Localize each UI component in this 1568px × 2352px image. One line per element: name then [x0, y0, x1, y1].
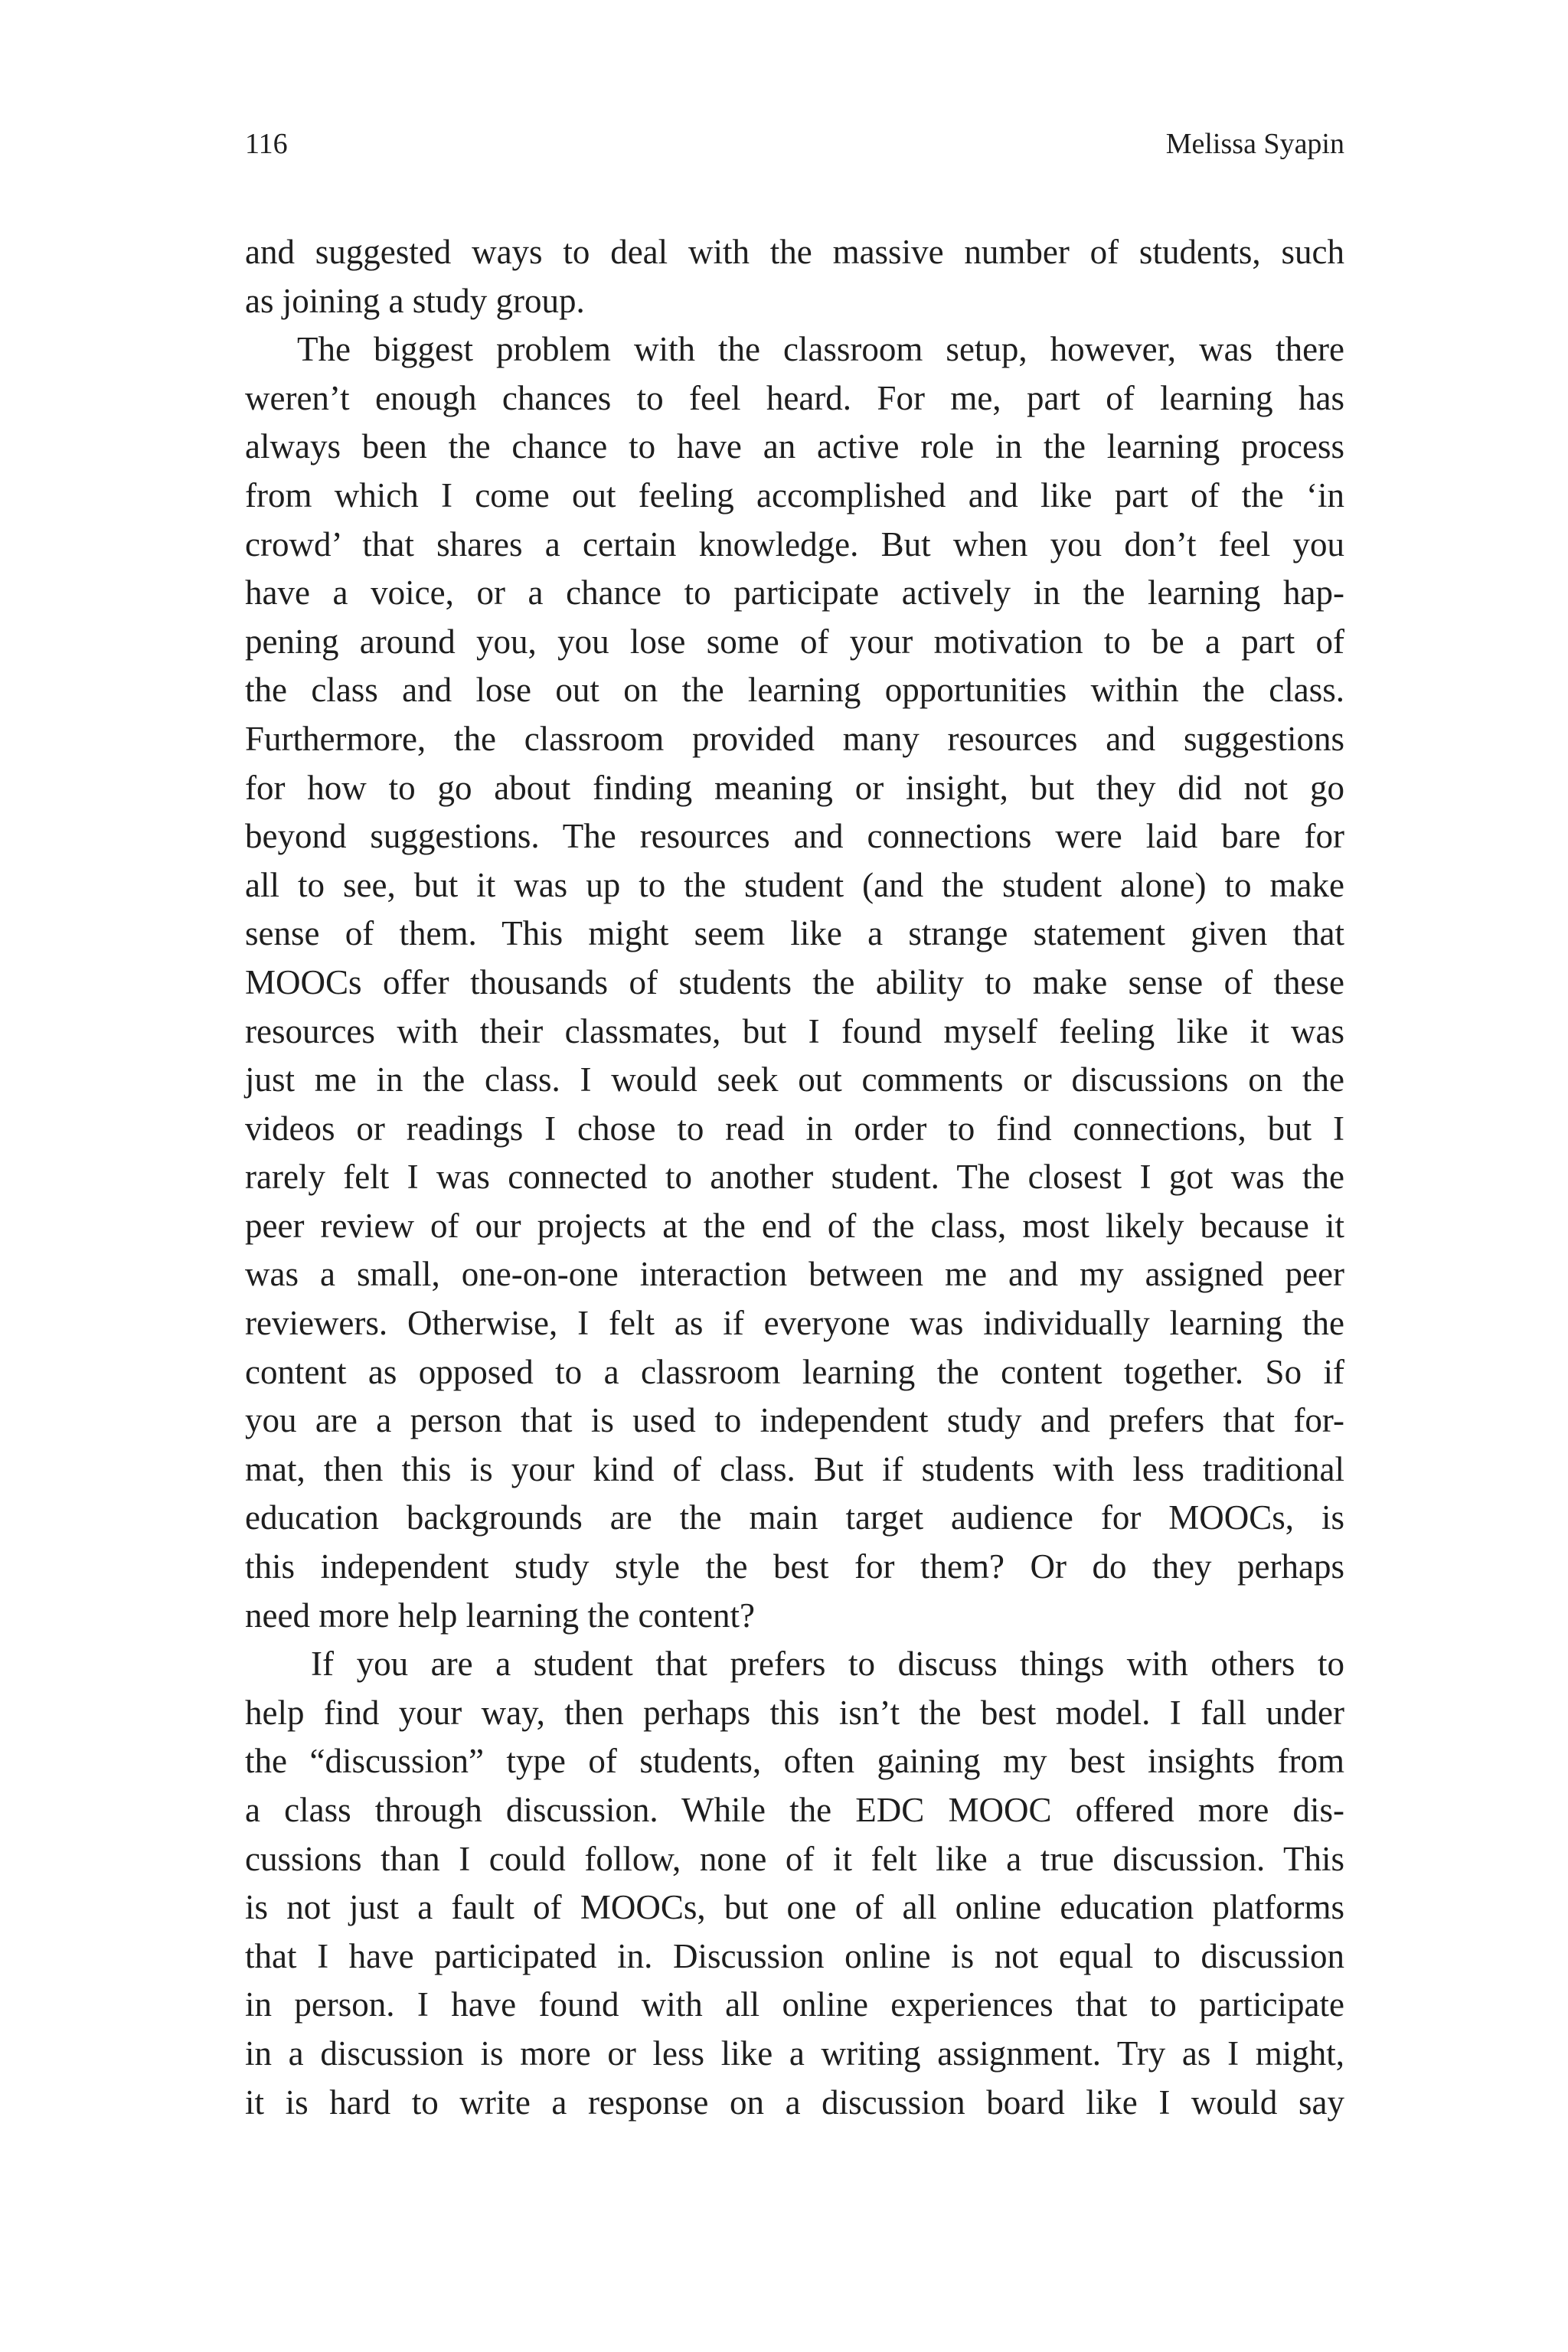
text-line: in a discussion is more or less like a writing assignment. Try as I might,	[245, 2034, 1344, 2073]
body-text	[245, 228, 1344, 2127]
text-line: as joining a study group.	[245, 281, 585, 320]
text-line: from which I come out feeling accomplished and like part of the ‘in	[245, 475, 1344, 514]
text-line: resources with their classmates, but I found myself feeling like it was	[245, 1011, 1344, 1050]
text-line: a class through discussion. While the EDC MOOC offered more dis-	[245, 1791, 1344, 1829]
text-line: content as opposed to a classroom learning the content together. So if	[245, 1352, 1344, 1391]
text-line: beyond suggestions. The resources and connections were laid bare for	[245, 817, 1344, 856]
text-line: you are a person that is used to independent study and prefers that for-	[245, 1401, 1344, 1440]
text-line: videos or readings I chose to read in order to find connections, but I	[245, 1109, 1344, 1148]
text-line: Furthermore, the classroom provided many resources and suggestions	[245, 719, 1344, 758]
text-line: was a small, one-on-one interaction between me and my assigned peer	[245, 1255, 1344, 1294]
text-line: in person. I have found with all online experiences that to participate	[245, 1985, 1344, 2024]
running-head	[245, 125, 1344, 163]
text-line: and suggested ways to deal with the massive number of students, such	[245, 233, 1344, 271]
text-line: The biggest problem with the classroom setup, however, was there	[297, 330, 1344, 369]
text-line: reviewers. Otherwise, I felt as if everyone was individually learning the	[245, 1304, 1344, 1343]
text-line: mat, then this is your kind of class. But if students with less traditional	[245, 1449, 1344, 1488]
text-line: sense of them. This might seem like a strange statement given that	[245, 914, 1344, 953]
text-line: pening around you, you lose some of your motivation to be a part of	[245, 622, 1344, 661]
text-line: the “discussion” type of students, often gaining my best insights from	[245, 1742, 1344, 1781]
text-line: MOOCs offer thousands of students the ability to make sense of these	[245, 962, 1344, 1001]
text-line: this independent study style the best for them? Or do they perhaps	[245, 1547, 1344, 1586]
text-line: all to see, but it was up to the student (and the student alone) to make	[245, 865, 1344, 904]
text-line: have a voice, or a chance to participate actively in the learning hap-	[245, 573, 1344, 612]
text-line: is not just a fault of MOOCs, but one of all online education platforms	[245, 1888, 1344, 1927]
text-line: need more help learning the content?	[245, 1596, 755, 1635]
text-line: weren’t enough chances to feel heard. For me, part of learning has	[245, 378, 1344, 417]
text-line: education backgrounds are the main target audience for MOOCs, is	[245, 1498, 1344, 1537]
text-line: for how to go about finding meaning or insight, but they did not go	[245, 768, 1344, 807]
text-line: rarely felt I was connected to another student. The closest I got was the	[245, 1158, 1344, 1197]
text-line: cussions than I could follow, none of it felt like a true discussion. This	[245, 1839, 1344, 1878]
text-line: it is hard to write a response on a discussion board like I would say	[245, 2082, 1344, 2122]
text-line: If you are a student that prefers to discuss things with others to	[311, 1645, 1344, 1684]
text-line: help find your way, then perhaps this isn’t the best model. I fall under	[245, 1693, 1344, 1732]
text-line: peer review of our projects at the end of the class, most likely because it	[245, 1206, 1344, 1245]
running-head-author: Melissa Syapin	[1165, 128, 1344, 160]
text-line: just me in the class. I would seek out comments or discussions on the	[245, 1060, 1344, 1099]
text-line: the class and lose out on the learning opportunities within the class.	[245, 671, 1344, 710]
text-line: crowd’ that shares a certain knowledge. But when you don’t feel you	[245, 524, 1344, 564]
page-number: 116	[245, 128, 288, 160]
text-line: always been the chance to have an active role in the learning process	[245, 427, 1344, 466]
text-line: that I have participated in. Discussion online is not equal to discussion	[245, 1936, 1344, 1975]
